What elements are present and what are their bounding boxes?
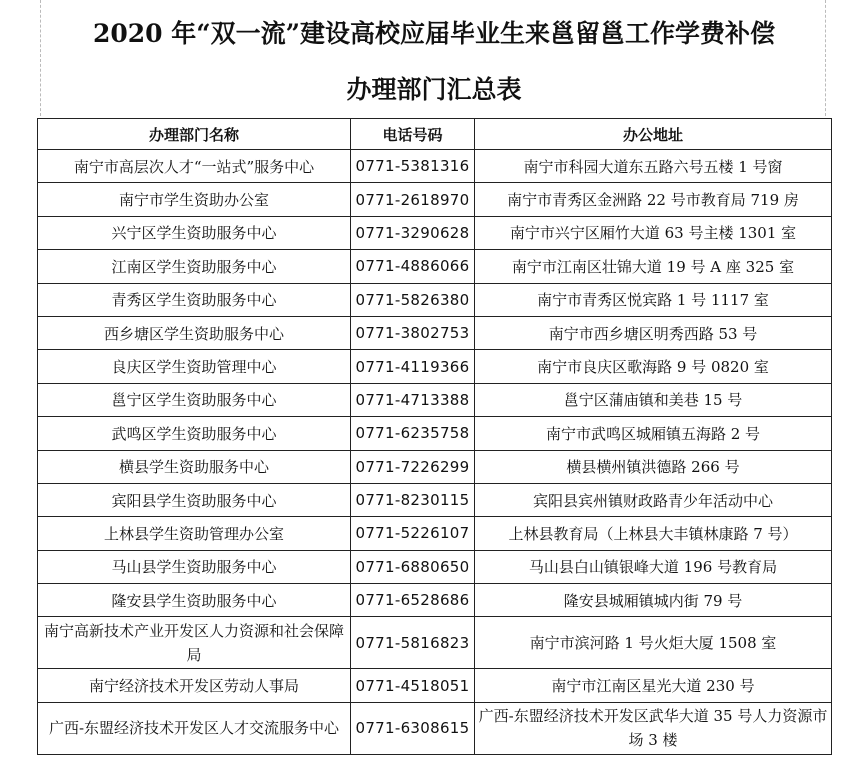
cell-address: 隆安县城厢镇城内街 79 号 xyxy=(475,584,832,617)
cell-phone: 0771-6880650 xyxy=(351,550,475,583)
table-header-row xyxy=(38,119,832,150)
cell-phone: 0771-8230115 xyxy=(351,483,475,516)
cell-address: 南宁市青秀区金洲路 22 号市教育局 719 房 xyxy=(475,183,832,216)
table-row xyxy=(38,617,832,669)
cell-address: 南宁市滨河路 1 号火炬大厦 1508 室 xyxy=(475,617,832,669)
cell-name: 南宁经济技术开发区劳动人事局 xyxy=(38,669,351,702)
table-row xyxy=(38,584,832,617)
department-table xyxy=(37,118,832,755)
cell-address: 南宁市江南区壮锦大道 19 号 A 座 325 室 xyxy=(475,250,832,283)
cell-phone: 0771-6308615 xyxy=(351,702,475,754)
cell-phone: 0771-3802753 xyxy=(351,316,475,349)
cell-phone: 0771-6235758 xyxy=(351,417,475,450)
cell-name: 青秀区学生资助服务中心 xyxy=(38,283,351,316)
table-row xyxy=(38,417,832,450)
cell-name: 江南区学生资助服务中心 xyxy=(38,250,351,283)
cell-name: 南宁市高层次人才“一站式”服务中心 xyxy=(38,150,351,183)
cell-address: 南宁市兴宁区厢竹大道 63 号主楼 1301 室 xyxy=(475,216,832,249)
header-address: 办公地址 xyxy=(475,119,832,150)
cell-phone: 0771-6528686 xyxy=(351,584,475,617)
cell-phone: 0771-5226107 xyxy=(351,517,475,550)
table-row xyxy=(38,450,832,483)
table-row xyxy=(38,250,832,283)
cell-name: 南宁市学生资助办公室 xyxy=(38,183,351,216)
cell-phone: 0771-4518051 xyxy=(351,669,475,702)
cell-address: 邕宁区蒲庙镇和美巷 15 号 xyxy=(475,383,832,416)
table-row xyxy=(38,183,832,216)
table-row xyxy=(38,550,832,583)
table-row xyxy=(38,316,832,349)
cell-address: 南宁市西乡塘区明秀西路 53 号 xyxy=(475,316,832,349)
cell-phone: 0771-4119366 xyxy=(351,350,475,383)
cell-address: 马山县白山镇银峰大道 196 号教育局 xyxy=(475,550,832,583)
document-title: 2020 年“双一流”建设高校应届毕业生来邕留邕工作学费补偿 xyxy=(92,19,776,48)
cell-address: 宾阳县宾州镇财政路青少年活动中心 xyxy=(475,483,832,516)
header-department-name: 办理部门名称 xyxy=(38,119,351,150)
cell-phone: 0771-5381316 xyxy=(351,150,475,183)
document-subtitle: 办理部门汇总表 xyxy=(346,75,522,104)
table-row xyxy=(38,702,832,754)
table-row xyxy=(38,350,832,383)
cell-phone: 0771-4886066 xyxy=(351,250,475,283)
table-row xyxy=(38,216,832,249)
title-box xyxy=(40,0,826,116)
cell-name: 良庆区学生资助管理中心 xyxy=(38,350,351,383)
cell-phone: 0771-3290628 xyxy=(351,216,475,249)
cell-name: 西乡塘区学生资助服务中心 xyxy=(38,316,351,349)
table-row xyxy=(38,283,832,316)
cell-address: 南宁市青秀区悦宾路 1 号 1117 室 xyxy=(475,283,832,316)
cell-address: 南宁市武鸣区城厢镇五海路 2 号 xyxy=(475,417,832,450)
table-row xyxy=(38,383,832,416)
cell-name: 宾阳县学生资助服务中心 xyxy=(38,483,351,516)
table-row xyxy=(38,483,832,516)
cell-name: 隆安县学生资助服务中心 xyxy=(38,584,351,617)
cell-phone: 0771-2618970 xyxy=(351,183,475,216)
cell-name: 邕宁区学生资助服务中心 xyxy=(38,383,351,416)
cell-name: 广西-东盟经济技术开发区人才交流服务中心 xyxy=(38,702,351,754)
table-row xyxy=(38,669,832,702)
table-row xyxy=(38,150,832,183)
cell-name: 横县学生资助服务中心 xyxy=(38,450,351,483)
cell-address: 横县横州镇洪德路 266 号 xyxy=(475,450,832,483)
cell-phone: 0771-5826380 xyxy=(351,283,475,316)
cell-name: 上林县学生资助管理办公室 xyxy=(38,517,351,550)
cell-address: 南宁市科园大道东五路六号五楼 1 号窗 xyxy=(475,150,832,183)
cell-address: 南宁市良庆区歌海路 9 号 0820 室 xyxy=(475,350,832,383)
header-phone: 电话号码 xyxy=(351,119,475,150)
cell-name: 兴宁区学生资助服务中心 xyxy=(38,216,351,249)
cell-name: 马山县学生资助服务中心 xyxy=(38,550,351,583)
cell-address: 南宁市江南区星光大道 230 号 xyxy=(475,669,832,702)
cell-name: 南宁高新技术产业开发区人力资源和社会保障局 xyxy=(38,617,351,669)
cell-phone: 0771-4713388 xyxy=(351,383,475,416)
cell-name: 武鸣区学生资助服务中心 xyxy=(38,417,351,450)
cell-address: 上林县教育局（上林县大丰镇林康路 7 号） xyxy=(475,517,832,550)
cell-address: 广西-东盟经济技术开发区武华大道 35 号人力资源市场 3 楼 xyxy=(475,702,832,754)
cell-phone: 0771-7226299 xyxy=(351,450,475,483)
table-row xyxy=(38,517,832,550)
cell-phone: 0771-5816823 xyxy=(351,617,475,669)
